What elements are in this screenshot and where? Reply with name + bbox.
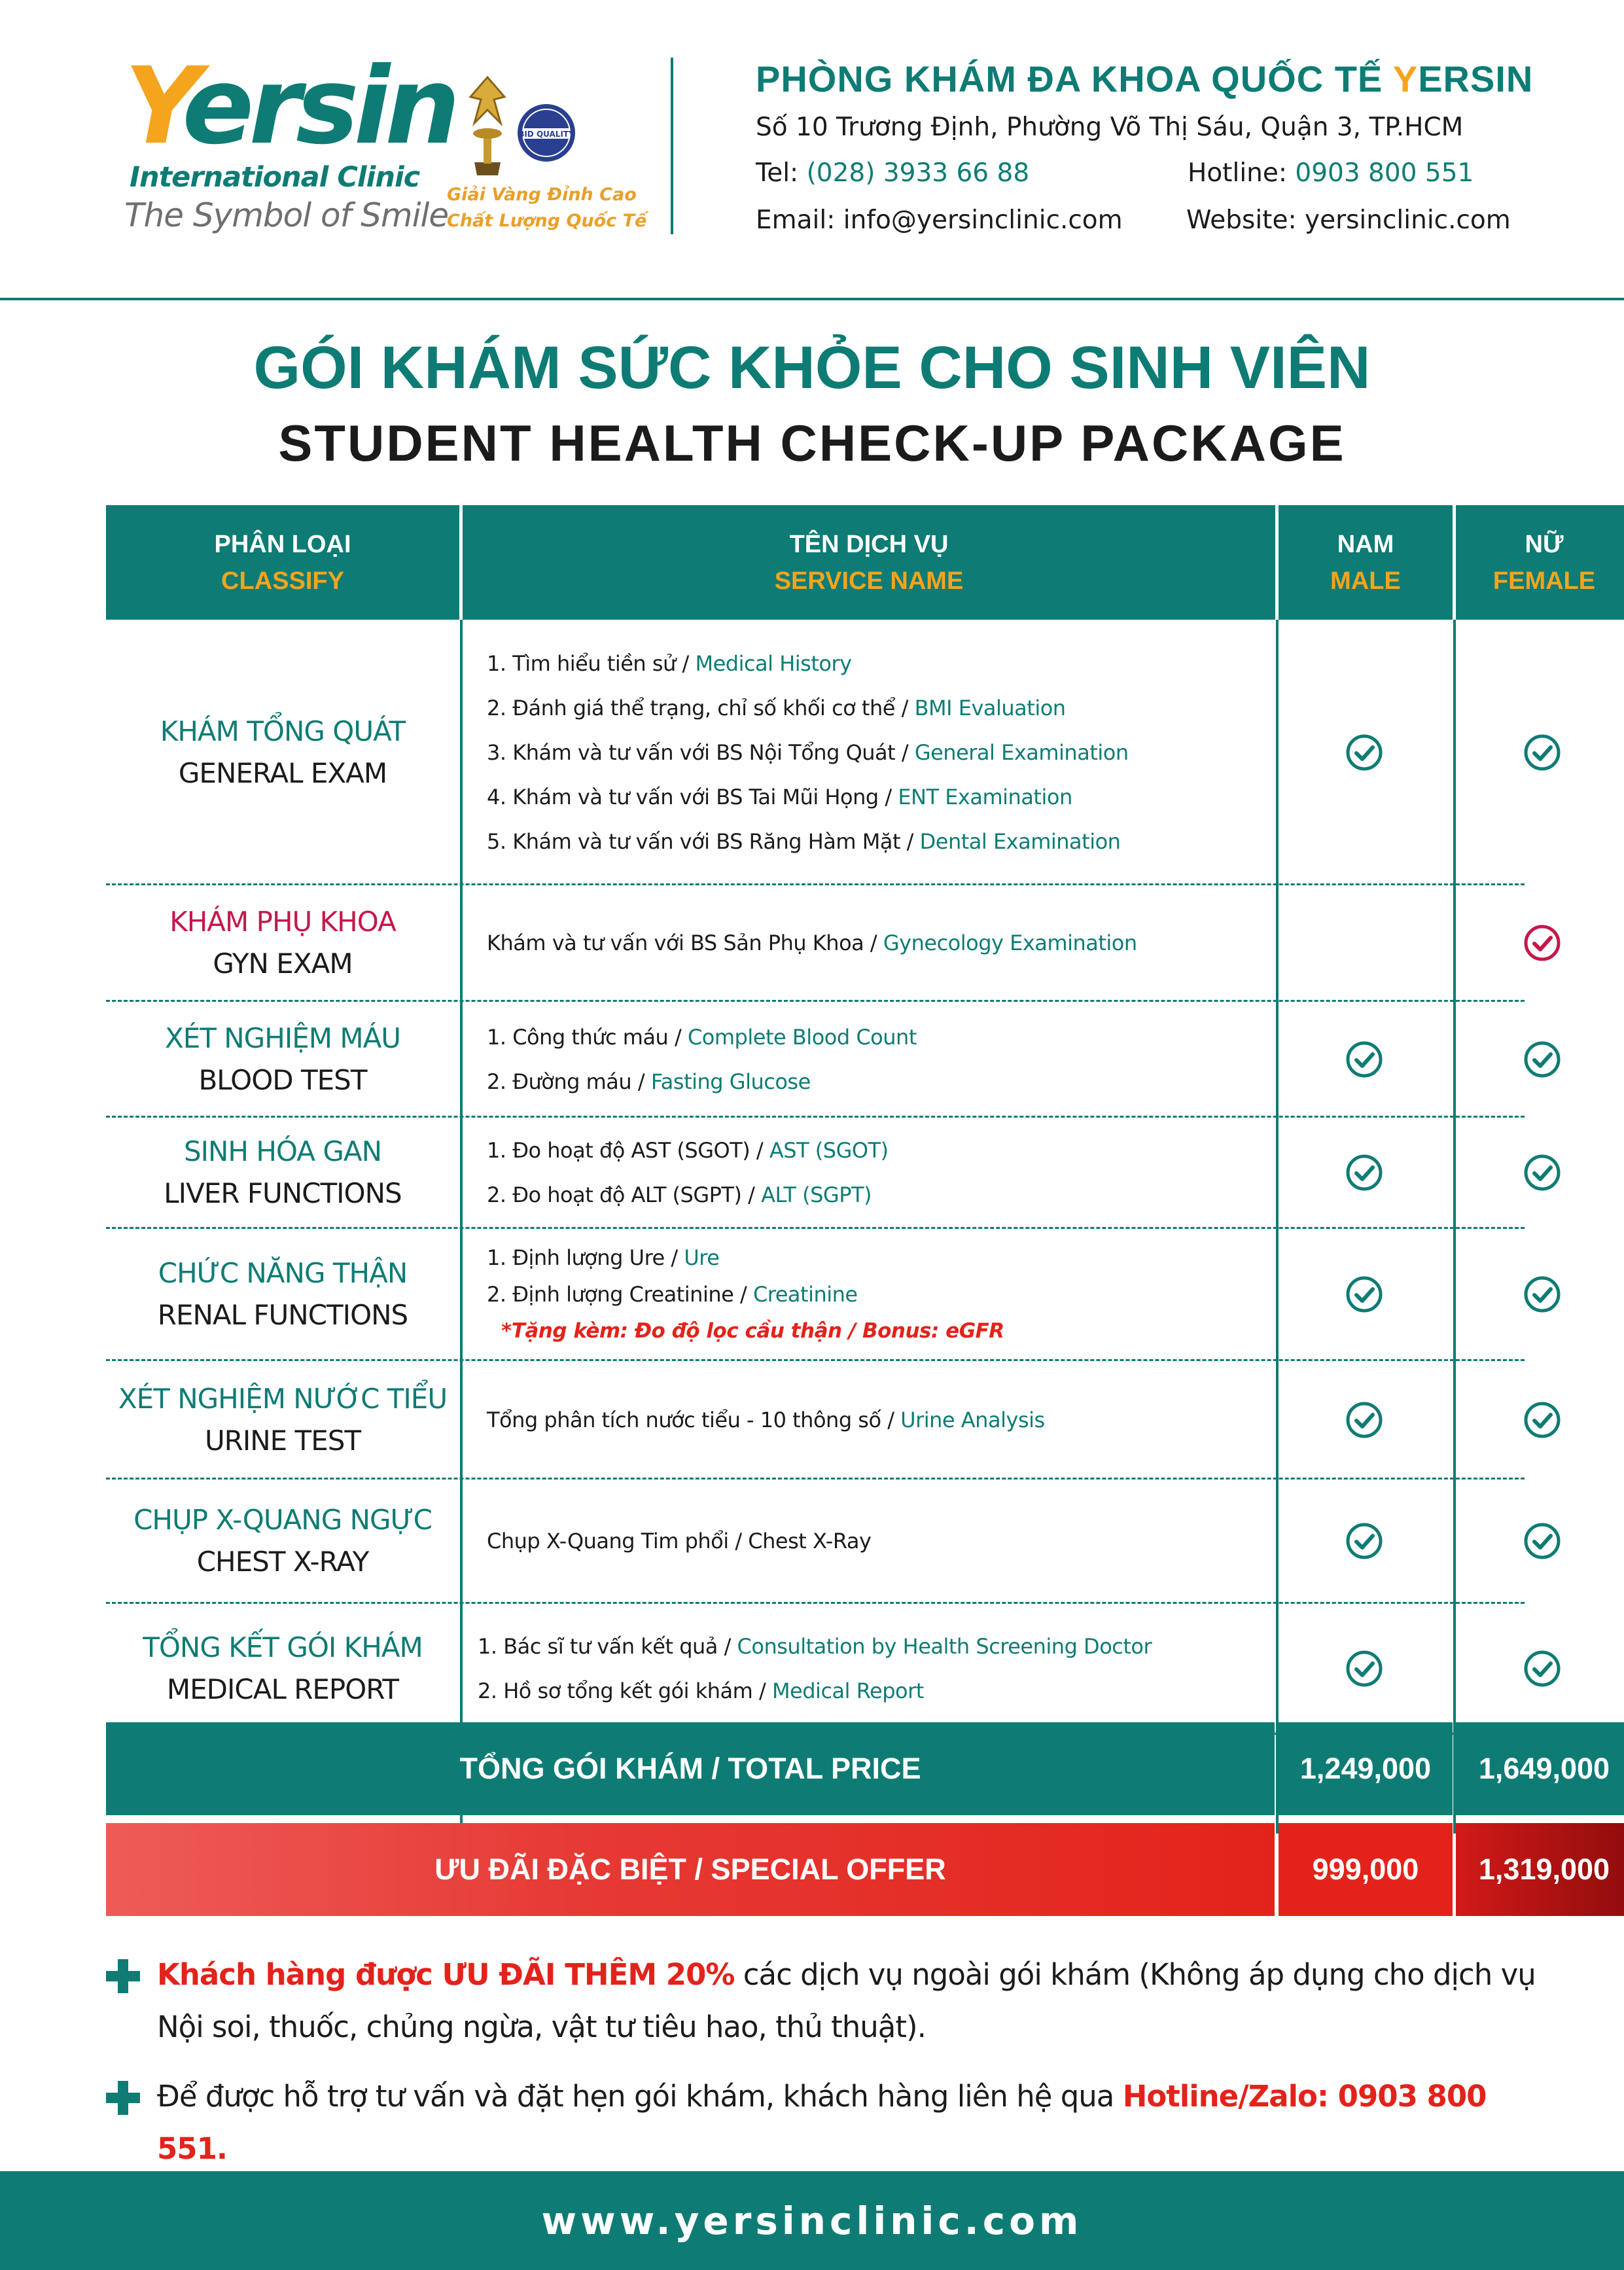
logo-tagline: The Symbol of Smile [124,196,449,234]
row-category [106,885,459,1001]
service-item [487,775,1265,819]
row-services [478,1603,1256,1734]
row-category [106,1117,459,1228]
service-vi: 2. Đánh giá thể trạng, chỉ số khối cơ thể / [487,695,915,720]
service-vi: 4. Khám và tư vấn với BS Tai Mũi Họng / [487,784,898,809]
service-en: AST (SGOT) [769,1138,889,1163]
service-vi: Khám và tư vấn với BS Sản Phụ Khoa / [487,931,883,955]
bonus-note: *Tặng kèm: Đo độ lọc cầu thận / Bonus: eGFR [501,1319,1004,1343]
note-discount-text: các dịch vụ ngoài gói khám (Không áp dụng cho dịch vụ Nội soi, thuốc, chủng ngừa, vật tư tiêu hao, thủ thuật). [157,1957,1536,2044]
header-male: NAM MALE [1279,505,1453,620]
male-check-icon [1345,1040,1383,1078]
service-en: Ure [684,1245,720,1270]
service-vi: Tổng phân tích nước tiểu - 10 thông số / [487,1407,901,1432]
header-divider [671,58,673,234]
service-vi: 1. Định lượng Ure / [487,1245,684,1270]
male-check-icon [1345,1522,1383,1560]
category-vi: XÉT NGHIỆM MÁU [164,1021,401,1054]
service-vi: 2. Đo hoạt độ ALT (SGPT) / [487,1182,762,1207]
service-item [487,730,1265,775]
service-vi: 5. Khám và tư vấn với BS Răng Hàm Mặt / [487,828,920,854]
table-header [106,505,1596,620]
service-vi: 2. Định lượng Creatinine / [487,1282,753,1307]
header-classify: PHÂN LOẠI CLASSIFY [106,505,459,620]
page-footer [0,2171,1624,2270]
trophy-icon [455,71,586,182]
row-category [106,1479,459,1603]
male-check-icon [1345,1650,1383,1688]
service-item [487,921,1265,965]
award-badge [442,71,647,241]
service-item [487,1519,1265,1563]
header-female: NỮ FEMALE [1456,505,1624,620]
service-item [478,1624,1256,1669]
category-en: CHEST X-RAY [196,1546,369,1578]
service-en: General Examination [914,739,1129,765]
note-hotline-text: Để được hỗ trợ tư vấn và đặt hẹn gói khám, khách hàng liên hệ qua [157,2079,1123,2114]
service-item [487,641,1265,686]
service-en: Gynecology Examination [883,931,1137,955]
special-offer-label: ƯU ĐÃI ĐẶC BIỆT / SPECIAL OFFER [106,1823,1275,1916]
category-en: BLOOD TEST [198,1063,367,1096]
table-row [106,1479,1525,1603]
male-check-icon [1345,1401,1383,1439]
table-row [106,1603,1525,1734]
row-services [487,1001,1265,1117]
service-item [487,1059,1265,1104]
row-category [106,1228,459,1360]
category-en: URINE TEST [204,1424,361,1457]
page-header [0,0,1624,300]
clinic-website[interactable]: Website: yersinclinic.com [1186,205,1511,235]
service-item [487,686,1265,730]
row-services [487,1360,1265,1479]
service-item [487,819,1265,864]
header-rule [0,298,1624,300]
special-offer-female: 1,319,000 [1456,1823,1624,1916]
clinic-hotline[interactable]: Hotline: 0903 800 551 [1188,158,1474,188]
row-category [106,1360,459,1479]
clinic-info [756,58,1541,235]
service-item [487,1398,1265,1442]
row-services [487,885,1265,1001]
service-item [487,1015,1265,1059]
clinic-email[interactable]: Email: info@yersinclinic.com [756,205,1123,235]
category-vi: CHỤP X-QUANG NGỰC [133,1504,432,1536]
category-vi: XÉT NGHIỆM NƯỚC TIỂU [118,1382,448,1415]
total-price-female: 1,649,000 [1456,1722,1624,1815]
female-check-icon [1523,1275,1561,1313]
special-offer-male: 999,000 [1279,1823,1453,1916]
row-category [106,1001,459,1117]
service-en: Dental Examination [919,828,1121,854]
header-service-name: TÊN DỊCH VỤ SERVICE NAME [463,505,1275,620]
service-vi: 1. Công thức máu / [487,1024,688,1050]
note-hotline [105,2070,1544,2166]
service-item [478,1669,1256,1713]
row-category [106,1603,459,1734]
category-en: MEDICAL REPORT [166,1673,399,1705]
category-vi: SINH HÓA GAN [183,1135,382,1167]
table-row [106,885,1525,1001]
total-price-label: TỔNG GÓI KHÁM / TOTAL PRICE [106,1722,1275,1815]
service-item [487,1239,1265,1276]
female-check-icon [1523,1522,1561,1560]
logo-subtitle: International Clinic [130,161,420,194]
total-price-row [106,1722,1610,1815]
service-vi: 1. Tìm hiểu tiền sử / [487,650,696,676]
category-en: LIVER FUNCTIONS [164,1177,402,1209]
row-services [487,1228,1265,1360]
service-vi: 2. Hồ sơ tổng kết gói khám / [478,1678,772,1703]
total-price-male: 1,249,000 [1279,1722,1453,1815]
clinic-tel[interactable]: Tel: (028) 3933 66 88 [756,158,1030,188]
category-vi: KHÁM PHỤ KHOA [169,906,396,938]
service-en: ENT Examination [898,784,1072,809]
award-line-1: Giải Vàng Đỉnh Cao [447,185,637,205]
note-discount [105,1949,1544,2053]
female-check-icon [1523,1650,1561,1688]
service-vi: 3. Khám và tư vấn với BS Nội Tổng Quát / [487,739,915,765]
female-check-icon [1523,734,1561,771]
award-caption [447,182,647,234]
male-check-icon [1345,1154,1383,1192]
category-en: GENERAL EXAM [178,756,387,789]
service-en: ALT (SGPT) [761,1182,872,1207]
table-row [106,620,1525,885]
female-check-icon [1523,924,1561,962]
service-en: BMI Evaluation [914,695,1066,720]
special-offer-row [106,1823,1610,1916]
category-en: GYN EXAM [213,948,353,980]
female-check-icon [1523,1154,1561,1192]
service-en: Consultation by Health Screening Doctor [737,1634,1152,1659]
row-services [487,1117,1265,1228]
row-category [106,620,459,885]
service-item [487,1128,1265,1173]
service-vi: 1. Bác sĩ tư vấn kết quả / [478,1634,737,1659]
plus-cross-icon [105,2080,141,2116]
male-check-icon [1345,1275,1383,1313]
logo-wordmark: Yersin [124,45,455,168]
service-en: Creatinine [752,1282,858,1307]
note-hotline-number[interactable]: Hotline/Zalo: 0903 800 551. [157,2079,1487,2166]
svg-text:BID QUALITY: BID QUALITY [518,130,574,139]
category-vi: TỔNG KẾT GÓI KHÁM [143,1631,423,1663]
service-vi: 2. Đường máu / [487,1069,651,1094]
clinic-address: Số 10 Trương Định, Phường Võ Thị Sáu, Quận 3, TP.HCM [756,113,1464,142]
category-en: RENAL FUNCTIONS [157,1299,408,1331]
table-row [106,1228,1525,1360]
service-en: Complete Blood Count [687,1024,917,1050]
row-services [487,1479,1265,1603]
table-row [106,1360,1525,1479]
service-en: Medical Report [771,1678,924,1703]
service-item [487,1276,1265,1313]
service-vi: Chụp X-Quang Tim phổi / Chest X-Ray [487,1529,872,1553]
footer-website-link[interactable]: www.yersinclinic.com [541,2198,1083,2243]
award-line-2: Chất Lượng Quốc Tế [447,211,647,231]
page-title-vi: GÓI KHÁM SỨC KHỎE CHO SINH VIÊN [253,334,1371,401]
category-vi: CHỨC NĂNG THẬN [158,1257,408,1289]
plus-cross-icon [105,1958,141,1995]
female-check-icon [1523,1401,1561,1439]
clinic-name: PHÒNG KHÁM ĐA KHOA QUỐC TẾ YERSIN [756,58,1534,99]
row-services [487,620,1265,885]
service-item [487,1173,1265,1217]
page-title-en: STUDENT HEALTH CHECK-UP PACKAGE [278,414,1346,472]
female-check-icon [1523,1040,1561,1078]
table-row [106,1001,1525,1117]
note-discount-highlight: Khách hàng được ƯU ĐÃI THÊM 20% [157,1957,735,1992]
service-en: Medical History [695,650,852,676]
table-row [106,1117,1525,1228]
male-check-icon [1345,734,1383,771]
service-en: Fasting Glucose [650,1069,811,1094]
category-vi: KHÁM TỔNG QUÁT [160,715,406,747]
service-vi: 1. Đo hoạt độ AST (SGOT) / [487,1138,769,1163]
yersin-logo[interactable] [124,45,455,247]
service-en: Urine Analysis [900,1407,1045,1432]
